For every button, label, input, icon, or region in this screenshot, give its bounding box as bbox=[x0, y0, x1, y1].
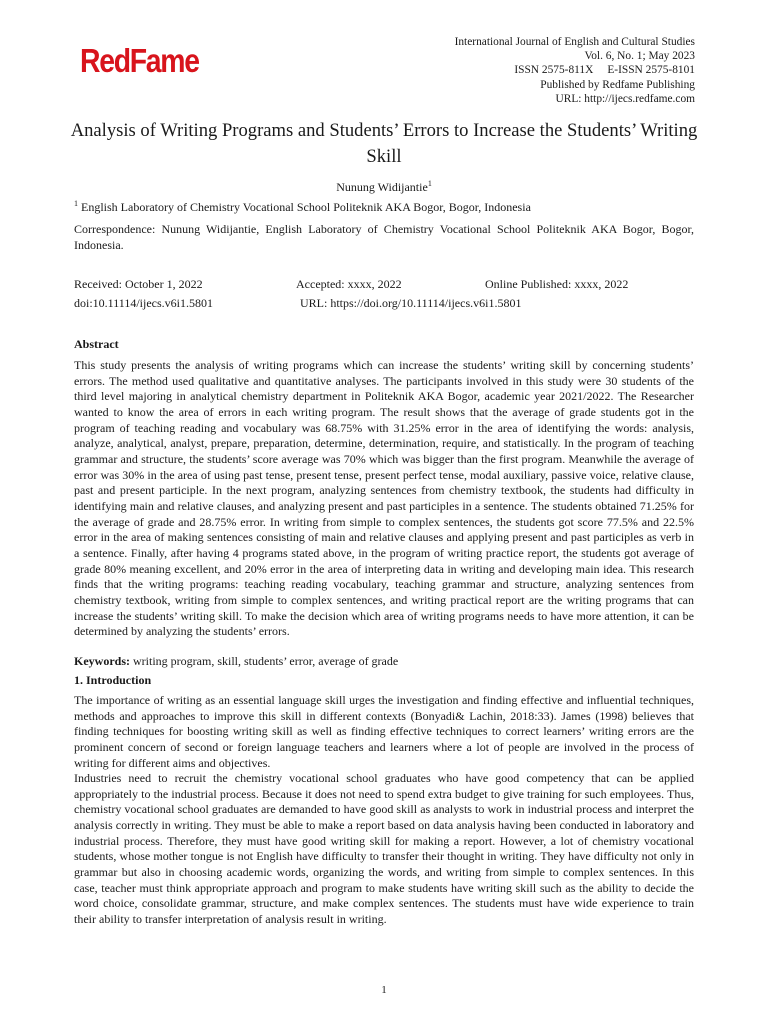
published-date: Online Published: xxxx, 2022 bbox=[485, 277, 629, 291]
journal-issn: ISSN 2575-811X E-ISSN 2575-8101 bbox=[514, 64, 695, 77]
introduction-paragraph-2: Industries need to recruit the chemistry vocational school graduates who have good competency that can be applied appropriately to the industrial process. Because it does not need to spend extra budget to give training for such employees. Thus, chemistry vocational school graduates are demanded to have good skill as analysts to work in industrial process and interpret the analysis correctly in writing. They must be able to make a report based on data analysis having been conducted in laboratory and industrial process. Therefore, they must have good writing skill for making a report. However, a lot of chemistry vocational students, whose mother tongue is not English have difficulty to transfer their thought in writing. They have difficulty not only in grammar but also in choosing academic words, organizing the words, and writing from simple to complex sentences. In this case, teacher must think appropriate approach and program to make students have writing skill such as the ability to decide the word choice, consolidate grammar, structure, and make complex sentences. The students must have wide experience to train their ability to transfer interpretation of analysis result in writing. bbox=[74, 771, 694, 926]
journal-name: International Journal of English and Cultural Studies bbox=[454, 36, 695, 48]
paper-title: Analysis of Writing Programs and Students’ Errors to Increase the Students’ Writing Skill bbox=[70, 120, 698, 167]
affiliation: $^1$ English Laboratory of Chemistry Vocational School Politeknik AKA Bogor, Bogor, Indonesia bbox=[74, 199, 531, 214]
author: Nunung Widijantie$^1$ bbox=[336, 179, 432, 194]
introduction-paragraph-1: The importance of writing as an essential language skill urges the investigation and finding effective and influential techniques, methods and approaches to improve this skill in different contexts (Bonyadi& Lachin, 2018:33). James (1998) believes that finding techniques for boosting writing skill as well as finding effective techniques to correct learners’ writing errors are the prominent concern of second or foreign language teachers and learners where a lot of people are involved in the process of writing for different aims and objectives. bbox=[74, 693, 694, 770]
correspondence: Correspondence: Nunung Widijantie, English Laboratory of Chemistry Vocational School Politeknik AKA Bogor, Bogor, Indonesia. bbox=[74, 222, 694, 252]
doi[interactable]: doi:10.11114/ijecs.v6i1.5801 bbox=[74, 296, 213, 310]
abstract-text: This study presents the analysis of writing programs which can increase the students’ writing skill by concerning students’ errors. The method used qualitative and quantitative analyses. The participants involved in this study were 30 students of the third level majoring in analytical chemistry department in Politeknik AKA Bogor, academic year 2021/2022. The Researcher wanted to know the area of errors in each writing program. The result shows that the average of grade students got in the program of teaching reading and vocabulary was 68.75% with 31.25% error in the area of identifying the words: analysis, analyze, analytical, analyst, prepare, preparation, determine, determination, require, and statistically. In the program of teaching grammar and structure, the students’ score average was 70% which was bigger than the first program. Meanwhile the average of error was 30% in the area of using past tense, present tense, present perfect tense, modal auxiliary, passive voice, relative clause, past and present participle. In the next program, analyzing sentences from chemistry textbook, the students had difficulty in identifying main and relative clauses, and analyzing present and past participles in a sentence. The students obtained 71.25% for the average of grade and 28.75% error. In writing from simple to complex sentences, the students got score 77.5% and 22.5% error in the area of making sentences consisting of main and relative clauses and applying present and past participles as verb in a sentence. Finally, after having 4 programs stated above, in the program of writing practice report, the students got average of grade 80% meaning excellent, and 20% error in the area of interpreting data in writing and developing main idea. This research finds that the writing programs: teaching reading vocabulary, teaching grammar and structure, analyzing sentences from chemistry textbook, writing from simple to complex sentences, and writing practical report are the writing programs that can increase the students’ writing skill. To make the decision which area of writing programs needs to have more attention, it can be determined by analyzing the students’ errors. bbox=[74, 358, 694, 639]
doi-url[interactable]: URL: https://doi.org/10.11114/ijecs.v6i1.5801 bbox=[300, 296, 522, 310]
journal-volume: Vol. 6, No. 1; May 2023 bbox=[584, 50, 695, 63]
accepted-date: Accepted: xxxx, 2022 bbox=[296, 277, 402, 291]
keywords: Keywords: writing program, skill, students’ error, average of grade bbox=[74, 654, 399, 668]
journal-info bbox=[455, 35, 695, 106]
abstract-heading: Abstract bbox=[74, 337, 119, 351]
journal-url[interactable]: URL: http://ijecs.redfame.com bbox=[555, 92, 695, 105]
introduction-heading: 1. Introduction bbox=[74, 673, 152, 687]
redfame-logo: RedFame bbox=[80, 42, 199, 79]
page-number: 1 bbox=[381, 984, 387, 996]
journal-publisher: Published by Redfame Publishing bbox=[540, 78, 695, 91]
received-date: Received: October 1, 2022 bbox=[74, 277, 203, 291]
